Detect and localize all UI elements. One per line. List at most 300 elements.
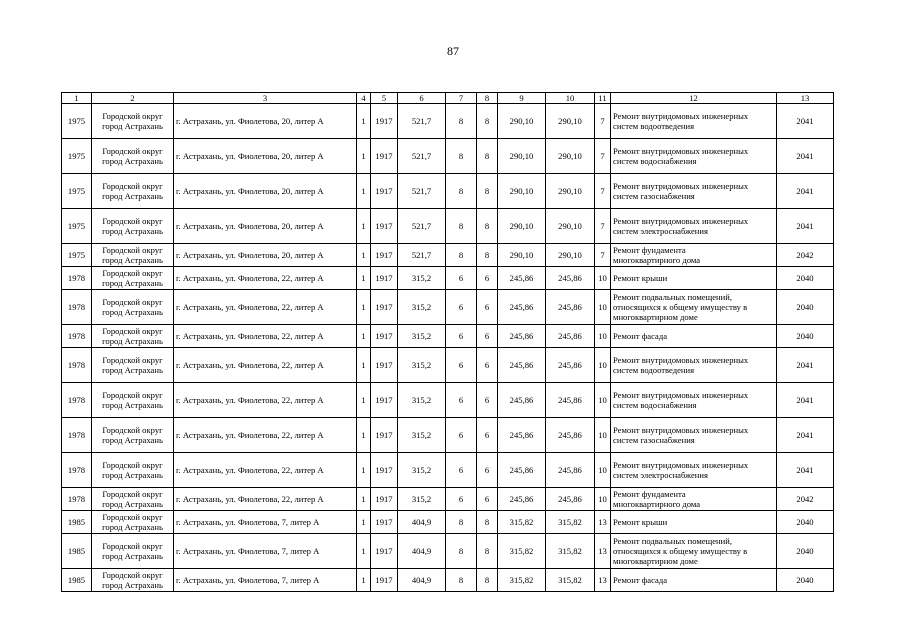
table-row xyxy=(62,174,834,209)
cell-col11: 7 xyxy=(595,209,611,244)
cell-col9: 245,86 xyxy=(498,418,546,453)
column-header: 11 xyxy=(595,93,611,104)
cell-col5: 1917 xyxy=(371,244,398,267)
cell-col4: 1 xyxy=(357,174,371,209)
cell-col4: 1 xyxy=(357,348,371,383)
row-number-cell: 1978 xyxy=(62,488,92,511)
municipality-cell xyxy=(92,104,174,139)
cell-col5: 1917 xyxy=(371,453,398,488)
cell-col6: 521,7 xyxy=(398,174,446,209)
cell-col8: 8 xyxy=(477,244,498,267)
cell-col11: 7 xyxy=(595,139,611,174)
work-type-line: систем электроснабжения xyxy=(613,470,708,480)
cell-col10: 290,10 xyxy=(546,104,595,139)
cell-col11: 10 xyxy=(595,488,611,511)
municipality-line: город Астрахань xyxy=(102,336,163,346)
row-number-cell: 1985 xyxy=(62,511,92,534)
work-type-cell xyxy=(611,209,777,244)
work-type-line: многоквартирном доме xyxy=(613,312,698,322)
municipality-cell xyxy=(92,139,174,174)
address-cell: г. Астрахань, ул. Фиолетова, 20, литер А xyxy=(174,174,357,209)
work-type-line: многоквартирного дома xyxy=(613,255,701,265)
cell-col4: 1 xyxy=(357,418,371,453)
year-cell: 2041 xyxy=(777,348,834,383)
cell-col8: 8 xyxy=(477,104,498,139)
cell-col10: 245,86 xyxy=(546,325,595,348)
cell-col9: 290,10 xyxy=(498,139,546,174)
cell-col5: 1917 xyxy=(371,569,398,592)
cell-col9: 245,86 xyxy=(498,488,546,511)
row-number-cell: 1975 xyxy=(62,139,92,174)
table-row xyxy=(62,290,834,325)
cell-col4: 1 xyxy=(357,488,371,511)
cell-col8: 8 xyxy=(477,174,498,209)
cell-col9: 245,86 xyxy=(498,290,546,325)
cell-col10: 315,82 xyxy=(546,534,595,569)
cell-col4: 1 xyxy=(357,383,371,418)
work-type-line: систем водоотведения xyxy=(613,121,695,131)
cell-col7: 6 xyxy=(446,267,477,290)
work-type-line: Ремонт внутридомовых инженерных xyxy=(613,216,749,226)
column-header: 8 xyxy=(477,93,498,104)
work-type-line: Ремонт крыши xyxy=(613,517,668,527)
column-header: 13 xyxy=(777,93,834,104)
cell-col5: 1917 xyxy=(371,418,398,453)
year-cell: 2042 xyxy=(777,244,834,267)
cell-col4: 1 xyxy=(357,290,371,325)
repair-schedule-table xyxy=(61,92,834,592)
municipality-line: город Астрахань xyxy=(102,255,163,265)
work-type-line: систем водоснабжения xyxy=(613,156,697,166)
municipality-cell xyxy=(92,383,174,418)
cell-col9: 245,86 xyxy=(498,383,546,418)
cell-col6: 404,9 xyxy=(398,534,446,569)
cell-col8: 6 xyxy=(477,383,498,418)
work-type-cell xyxy=(611,511,777,534)
cell-col9: 245,86 xyxy=(498,325,546,348)
cell-col11: 13 xyxy=(595,511,611,534)
work-type-cell xyxy=(611,174,777,209)
cell-col11: 10 xyxy=(595,453,611,488)
cell-col9: 315,82 xyxy=(498,569,546,592)
cell-col6: 521,7 xyxy=(398,209,446,244)
municipality-cell xyxy=(92,534,174,569)
cell-col10: 290,10 xyxy=(546,174,595,209)
municipality-line: город Астрахань xyxy=(102,121,163,131)
work-type-line: многоквартирном доме xyxy=(613,556,698,566)
cell-col10: 245,86 xyxy=(546,267,595,290)
municipality-line: Городской округ xyxy=(102,541,163,551)
work-type-line: систем газоснабжения xyxy=(613,191,695,201)
table-row xyxy=(62,139,834,174)
cell-col7: 8 xyxy=(446,139,477,174)
municipality-line: Городской округ xyxy=(102,297,163,307)
cell-col6: 315,2 xyxy=(398,488,446,511)
cell-col5: 1917 xyxy=(371,488,398,511)
cell-col11: 10 xyxy=(595,290,611,325)
row-number-cell: 1975 xyxy=(62,104,92,139)
cell-col8: 8 xyxy=(477,534,498,569)
cell-col10: 290,10 xyxy=(546,139,595,174)
cell-col9: 315,82 xyxy=(498,534,546,569)
cell-col9: 290,10 xyxy=(498,174,546,209)
cell-col11: 10 xyxy=(595,383,611,418)
cell-col4: 1 xyxy=(357,569,371,592)
cell-col6: 315,2 xyxy=(398,418,446,453)
work-type-line: Ремонт фасада xyxy=(613,331,668,341)
work-type-line: систем электроснабжения xyxy=(613,226,708,236)
municipality-line: город Астрахань xyxy=(102,499,163,509)
cell-col11: 10 xyxy=(595,418,611,453)
municipality-line: город Астрахань xyxy=(102,191,163,201)
cell-col6: 521,7 xyxy=(398,104,446,139)
address-cell: г. Астрахань, ул. Фиолетова, 20, литер А xyxy=(174,104,357,139)
cell-col9: 245,86 xyxy=(498,348,546,383)
year-cell: 2042 xyxy=(777,488,834,511)
municipality-cell xyxy=(92,418,174,453)
cell-col7: 8 xyxy=(446,174,477,209)
cell-col7: 8 xyxy=(446,569,477,592)
cell-col6: 404,9 xyxy=(398,569,446,592)
row-number-cell: 1985 xyxy=(62,534,92,569)
column-header: 2 xyxy=(92,93,174,104)
work-type-cell xyxy=(611,290,777,325)
cell-col8: 6 xyxy=(477,488,498,511)
cell-col11: 13 xyxy=(595,534,611,569)
cell-col5: 1917 xyxy=(371,348,398,383)
municipality-line: город Астрахань xyxy=(102,307,163,317)
table-row xyxy=(62,104,834,139)
year-cell: 2040 xyxy=(777,534,834,569)
cell-col5: 1917 xyxy=(371,290,398,325)
cell-col8: 6 xyxy=(477,418,498,453)
address-cell: г. Астрахань, ул. Фиолетова, 7, литер А xyxy=(174,511,357,534)
municipality-line: город Астрахань xyxy=(102,551,163,561)
work-type-line: Ремонт подвальных помещений, xyxy=(613,536,732,546)
municipality-cell xyxy=(92,348,174,383)
work-type-line: Ремонт внутридомовых инженерных xyxy=(613,460,749,470)
work-type-line: относящихся к общему имуществу в xyxy=(613,546,748,556)
municipality-line: Городской округ xyxy=(102,460,163,470)
row-number-cell: 1975 xyxy=(62,174,92,209)
cell-col10: 290,10 xyxy=(546,244,595,267)
work-type-cell xyxy=(611,453,777,488)
cell-col8: 8 xyxy=(477,139,498,174)
cell-col7: 6 xyxy=(446,290,477,325)
cell-col6: 315,2 xyxy=(398,290,446,325)
cell-col5: 1917 xyxy=(371,267,398,290)
cell-col6: 315,2 xyxy=(398,325,446,348)
cell-col5: 1917 xyxy=(371,383,398,418)
cell-col8: 8 xyxy=(477,569,498,592)
cell-col8: 6 xyxy=(477,267,498,290)
cell-col10: 245,86 xyxy=(546,453,595,488)
cell-col9: 245,86 xyxy=(498,453,546,488)
address-cell: г. Астрахань, ул. Фиолетова, 7, литер А xyxy=(174,534,357,569)
column-header: 9 xyxy=(498,93,546,104)
column-header: 7 xyxy=(446,93,477,104)
municipality-line: Городской округ xyxy=(102,181,163,191)
cell-col10: 290,10 xyxy=(546,209,595,244)
cell-col5: 1917 xyxy=(371,104,398,139)
municipality-line: Городской округ xyxy=(102,111,163,121)
municipality-line: город Астрахань xyxy=(102,400,163,410)
cell-col10: 245,86 xyxy=(546,383,595,418)
page-number: 87 xyxy=(447,44,459,58)
cell-col11: 7 xyxy=(595,104,611,139)
row-number-cell: 1978 xyxy=(62,325,92,348)
municipality-line: Городской округ xyxy=(102,489,163,499)
work-type-line: относящихся к общему имуществу в xyxy=(613,302,748,312)
table-row xyxy=(62,418,834,453)
municipality-line: Городской округ xyxy=(102,245,163,255)
work-type-line: Ремонт внутридомовых инженерных xyxy=(613,355,749,365)
cell-col6: 315,2 xyxy=(398,453,446,488)
cell-col6: 315,2 xyxy=(398,348,446,383)
municipality-line: город Астрахань xyxy=(102,470,163,480)
column-header: 12 xyxy=(611,93,777,104)
work-type-line: Ремонт внутридомовых инженерных xyxy=(613,181,749,191)
row-number-cell: 1978 xyxy=(62,290,92,325)
cell-col11: 10 xyxy=(595,325,611,348)
cell-col4: 1 xyxy=(357,209,371,244)
year-cell: 2041 xyxy=(777,383,834,418)
municipality-line: город Астрахань xyxy=(102,435,163,445)
work-type-cell xyxy=(611,569,777,592)
cell-col11: 10 xyxy=(595,348,611,383)
address-cell: г. Астрахань, ул. Фиолетова, 22, литер А xyxy=(174,488,357,511)
row-number-cell: 1978 xyxy=(62,267,92,290)
work-type-cell xyxy=(611,104,777,139)
column-number-row xyxy=(62,93,834,104)
column-header: 1 xyxy=(62,93,92,104)
work-type-line: Ремонт фасада xyxy=(613,575,668,585)
municipality-line: Городской округ xyxy=(102,326,163,336)
cell-col11: 13 xyxy=(595,569,611,592)
work-type-cell xyxy=(611,488,777,511)
address-cell: г. Астрахань, ул. Фиолетова, 7, литер А xyxy=(174,569,357,592)
cell-col10: 245,86 xyxy=(546,418,595,453)
work-type-cell xyxy=(611,534,777,569)
cell-col4: 1 xyxy=(357,325,371,348)
table-row xyxy=(62,244,834,267)
cell-col8: 8 xyxy=(477,511,498,534)
cell-col10: 315,82 xyxy=(546,569,595,592)
cell-col7: 8 xyxy=(446,511,477,534)
work-type-line: Ремонт внутридомовых инженерных xyxy=(613,425,749,435)
table-row xyxy=(62,267,834,290)
year-cell: 2041 xyxy=(777,139,834,174)
column-header: 5 xyxy=(371,93,398,104)
cell-col7: 6 xyxy=(446,453,477,488)
year-cell: 2041 xyxy=(777,174,834,209)
cell-col8: 6 xyxy=(477,453,498,488)
cell-col11: 10 xyxy=(595,267,611,290)
municipality-line: город Астрахань xyxy=(102,156,163,166)
address-cell: г. Астрахань, ул. Фиолетова, 22, литер А xyxy=(174,453,357,488)
municipality-cell xyxy=(92,453,174,488)
work-type-line: Ремонт фундамента xyxy=(613,489,686,499)
address-cell: г. Астрахань, ул. Фиолетова, 20, литер А xyxy=(174,244,357,267)
municipality-line: Городской округ xyxy=(102,425,163,435)
table-row xyxy=(62,209,834,244)
cell-col7: 8 xyxy=(446,209,477,244)
cell-col7: 8 xyxy=(446,534,477,569)
cell-col8: 6 xyxy=(477,325,498,348)
work-type-line: систем водоотведения xyxy=(613,365,695,375)
address-cell: г. Астрахань, ул. Фиолетова, 22, литер А xyxy=(174,418,357,453)
work-type-line: Ремонт внутридомовых инженерных xyxy=(613,390,749,400)
row-number-cell: 1978 xyxy=(62,418,92,453)
address-cell: г. Астрахань, ул. Фиолетова, 22, литер А xyxy=(174,348,357,383)
cell-col5: 1917 xyxy=(371,325,398,348)
row-number-cell: 1975 xyxy=(62,244,92,267)
table-row xyxy=(62,488,834,511)
cell-col6: 521,7 xyxy=(398,139,446,174)
municipality-cell xyxy=(92,174,174,209)
municipality-line: город Астрахань xyxy=(102,580,163,590)
cell-col9: 315,82 xyxy=(498,511,546,534)
work-type-cell xyxy=(611,325,777,348)
column-header: 6 xyxy=(398,93,446,104)
municipality-line: Городской округ xyxy=(102,146,163,156)
cell-col10: 245,86 xyxy=(546,488,595,511)
cell-col7: 6 xyxy=(446,348,477,383)
row-number-cell: 1978 xyxy=(62,348,92,383)
row-number-cell: 1978 xyxy=(62,453,92,488)
cell-col10: 245,86 xyxy=(546,290,595,325)
cell-col5: 1917 xyxy=(371,534,398,569)
work-type-cell xyxy=(611,244,777,267)
cell-col11: 7 xyxy=(595,244,611,267)
year-cell: 2041 xyxy=(777,209,834,244)
year-cell: 2040 xyxy=(777,267,834,290)
cell-col11: 7 xyxy=(595,174,611,209)
year-cell: 2041 xyxy=(777,104,834,139)
municipality-cell xyxy=(92,511,174,534)
cell-col7: 6 xyxy=(446,325,477,348)
municipality-line: Городской округ xyxy=(102,512,163,522)
municipality-line: Городской округ xyxy=(102,570,163,580)
table-row xyxy=(62,348,834,383)
cell-col5: 1917 xyxy=(371,174,398,209)
work-type-line: систем газоснабжения xyxy=(613,435,695,445)
cell-col7: 6 xyxy=(446,488,477,511)
cell-col4: 1 xyxy=(357,534,371,569)
municipality-line: Городской округ xyxy=(102,355,163,365)
address-cell: г. Астрахань, ул. Фиолетова, 20, литер А xyxy=(174,209,357,244)
work-type-cell xyxy=(611,139,777,174)
work-type-line: систем водоснабжения xyxy=(613,400,697,410)
work-type-line: Ремонт внутридомовых инженерных xyxy=(613,146,749,156)
year-cell: 2041 xyxy=(777,453,834,488)
cell-col6: 315,2 xyxy=(398,267,446,290)
year-cell: 2040 xyxy=(777,511,834,534)
row-number-cell: 1975 xyxy=(62,209,92,244)
work-type-cell xyxy=(611,383,777,418)
row-number-cell: 1985 xyxy=(62,569,92,592)
table-row xyxy=(62,453,834,488)
municipality-line: город Астрахань xyxy=(102,365,163,375)
municipality-line: Городской округ xyxy=(102,268,163,278)
column-header: 3 xyxy=(174,93,357,104)
cell-col9: 290,10 xyxy=(498,209,546,244)
cell-col7: 6 xyxy=(446,418,477,453)
cell-col4: 1 xyxy=(357,511,371,534)
year-cell: 2040 xyxy=(777,325,834,348)
work-type-cell xyxy=(611,267,777,290)
table-row xyxy=(62,511,834,534)
municipality-cell xyxy=(92,290,174,325)
cell-col10: 245,86 xyxy=(546,348,595,383)
cell-col8: 6 xyxy=(477,290,498,325)
municipality-line: Городской округ xyxy=(102,216,163,226)
table-row xyxy=(62,534,834,569)
cell-col4: 1 xyxy=(357,104,371,139)
work-type-line: Ремонт внутридомовых инженерных xyxy=(613,111,749,121)
municipality-line: город Астрахань xyxy=(102,522,163,532)
year-cell: 2040 xyxy=(777,290,834,325)
cell-col6: 521,7 xyxy=(398,244,446,267)
cell-col7: 8 xyxy=(446,244,477,267)
year-cell: 2040 xyxy=(777,569,834,592)
work-type-cell xyxy=(611,348,777,383)
table-row xyxy=(62,569,834,592)
cell-col5: 1917 xyxy=(371,511,398,534)
cell-col4: 1 xyxy=(357,139,371,174)
municipality-cell xyxy=(92,209,174,244)
cell-col6: 315,2 xyxy=(398,383,446,418)
address-cell: г. Астрахань, ул. Фиолетова, 22, литер А xyxy=(174,267,357,290)
cell-col9: 290,10 xyxy=(498,244,546,267)
cell-col8: 8 xyxy=(477,209,498,244)
cell-col5: 1917 xyxy=(371,209,398,244)
cell-col9: 245,86 xyxy=(498,267,546,290)
column-header: 10 xyxy=(546,93,595,104)
municipality-cell xyxy=(92,267,174,290)
cell-col4: 1 xyxy=(357,267,371,290)
column-header: 4 xyxy=(357,93,371,104)
address-cell: г. Астрахань, ул. Фиолетова, 22, литер А xyxy=(174,325,357,348)
cell-col6: 404,9 xyxy=(398,511,446,534)
municipality-line: город Астрахань xyxy=(102,278,163,288)
work-type-cell xyxy=(611,418,777,453)
cell-col5: 1917 xyxy=(371,139,398,174)
municipality-line: город Астрахань xyxy=(102,226,163,236)
municipality-cell xyxy=(92,488,174,511)
work-type-line: многоквартирного дома xyxy=(613,499,701,509)
cell-col7: 8 xyxy=(446,104,477,139)
work-type-line: Ремонт фундамента xyxy=(613,245,686,255)
address-cell: г. Астрахань, ул. Фиолетова, 20, литер А xyxy=(174,139,357,174)
table-row xyxy=(62,383,834,418)
municipality-line: Городской округ xyxy=(102,390,163,400)
municipality-cell xyxy=(92,569,174,592)
cell-col4: 1 xyxy=(357,244,371,267)
table-row xyxy=(62,325,834,348)
cell-col9: 290,10 xyxy=(498,104,546,139)
cell-col4: 1 xyxy=(357,453,371,488)
year-cell: 2041 xyxy=(777,418,834,453)
row-number-cell: 1978 xyxy=(62,383,92,418)
cell-col7: 6 xyxy=(446,383,477,418)
work-type-line: Ремонт крыши xyxy=(613,273,668,283)
cell-col10: 315,82 xyxy=(546,511,595,534)
work-type-line: Ремонт подвальных помещений, xyxy=(613,292,732,302)
address-cell: г. Астрахань, ул. Фиолетова, 22, литер А xyxy=(174,290,357,325)
address-cell: г. Астрахань, ул. Фиолетова, 22, литер А xyxy=(174,383,357,418)
municipality-cell xyxy=(92,325,174,348)
